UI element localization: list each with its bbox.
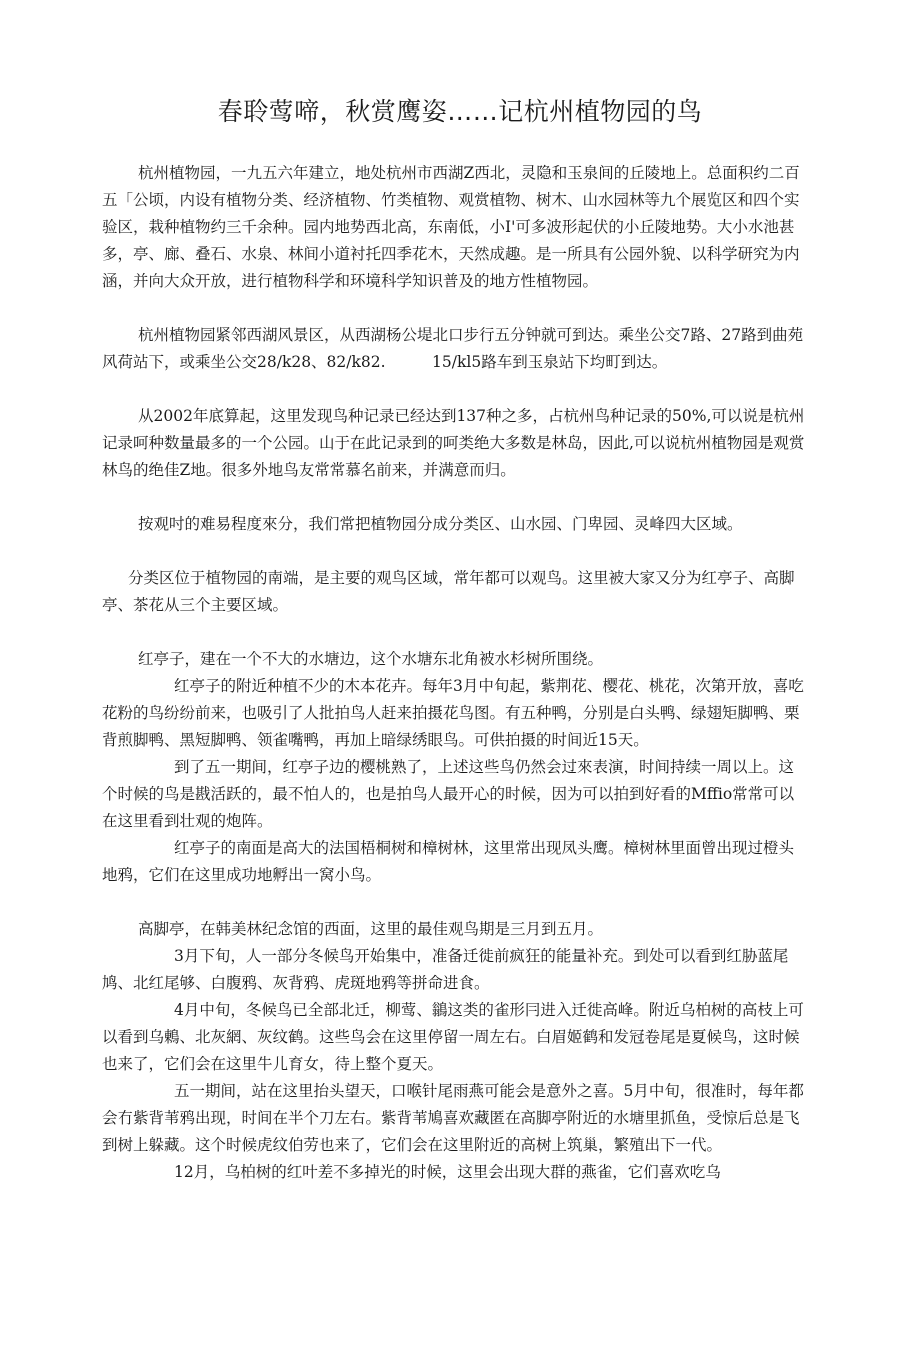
paragraph-records: 从2002年底算起，这里发现鸟种记录已经达到137种之多，占杭州鸟种记录的50%,可以说是杭州记录呵种数量最多的一个公园。山于在此记录到的呵类绝大多数是林岛，因此,可以说杭州植物园是观赏林鸟的绝佳Z地。很多外地鸟友常常慕名前来，并满意而归。	[102, 407, 805, 479]
paragraph-intro: 杭州植物园，一九五六年建立，地处杭州市西湖Z西北，灵隐和玉泉间的丘陵地上。总面积约二百五「公顷，内设有植物分类、经济植物、竹类植物、观赏植物、树木、山水园林等九个展览区和四个实验区，栽种植物约三千余种。园内地势西北高，东南低，小I'可多波形起伏的小丘陵地势。大小水池甚多，亭、廊、叠石、水泉、林间小道衬托四季花木，天然成趣。是一所具有公园外貌、以科学研究为内涵，并向大众开放，进行植物科学和环境科学知识普及的地方性植物园。	[102, 164, 800, 290]
page-title: 春聆莺啼，秋赏鹰姿……记杭州植物园的鸟	[217, 97, 703, 126]
paragraph-transport: 杭州植物园紧邻西湖风景区，从西湖杨公堤北口步行五分钟就可到达。乘坐公交7路、27路到曲苑风荷站下，或乘坐公交28/k28、82/k82. 15/kl5路车到玉泉站下均町到达。	[102, 326, 804, 371]
paragraph-areas: 按观吋的难易程度來分，我们常把植物园分成分类区、山水园、门卑园、灵峰四大区域。	[138, 515, 743, 533]
paragraph-march: 3月下旬，人一部分冬候鸟开始集中，准备迁徙前疯狂的能量补充。到处可以看到红胁蓝尾鸠、北红尾够、白腹鸦、灰背鸦、虎斑地鸦等拼命进食。	[102, 947, 789, 992]
paragraph-red-pavilion: 红亭子，建在一个不大的水塘边，这个水塘东北角被水杉树所围绕。	[138, 650, 604, 668]
document-body	[102, 160, 807, 1186]
paragraph-high-pavilion: 高脚亭，在韩美林纪念馆的西面，这里的最佳观鸟期是三月到五月。	[138, 920, 604, 938]
paragraph-south-trees: 红亭子的南面是高大的法国梧桐树和樟树林，这里常出现凤头鹰。樟树林里面曾出现过橙头地鸦，它们在这里成功地孵出一窝小鸟。	[102, 839, 795, 884]
paragraph-april: 4月中旬，冬候鸟已全部北迁，柳莺、鶲这类的雀形冃进入迁徙高峰。附近乌柏树的高枝上可以看到乌鶇、北灰網、灰纹鹤。这些鸟会在这里停留一周左右。白眉姬鹤和发冠卷尾是夏候鸟，这时候也来了，它们会在这里牛儿育女，待上整个夏天。	[102, 1001, 804, 1073]
paragraph-december: 12月，乌柏树的红叶差不多掉光的时候，这里会出现大群的燕雀，它们喜欢吃乌	[174, 1163, 721, 1181]
paragraph-red-pavilion-flowers: 红亭子的附近种植不少的木本花卉。每年3月中旬起，紫荆花、樱花、桃花，次第开放，喜吃花粉的鸟纷纷前来，也吸引了人批拍鸟人赶来拍摄花鸟图。有五种鸭，分别是白头鸭、绿翅矩脚鸭、栗背煎脚鸭、黑短脚鸭、领雀嘴鸭，再加上暗绿绣眼鸟。可供拍摄的时间近15天。	[102, 677, 804, 749]
paragraph-may: 五一期间，站在这里抬头望天，口喉针尾雨燕可能会是意外之喜。5月中旬，很准时，每年都会冇紫背苇鸦出现，时间在半个刀左右。紫背苇鳩喜欢藏匿在高脚亭附近的水塘里抓鱼，受惊后总是飞到树上躲藏。这个时候虎纹伯劳也来了，它们会在这里附近的高树上筑巢，繁殖出下一代。	[102, 1082, 804, 1154]
paragraph-may-day: 到了五一期间，红亭子边的樱桃熟了，上述这些鸟仍然会过來表演，时间持续一周以上。这个时候的鸟是戡活跃的，最不怕人的，也是拍鸟人最开心的时候，因为可以拍到好看的Mffio常常可以在这里看到壮观的炮阵。	[102, 758, 795, 830]
paragraph-classification-area: 分类区位于植物园的南端，是主要的观鸟区域，常年都可以观鸟。这里被大家又分为红亭子、高脚亭、茶花从三个主要区域。	[102, 569, 795, 614]
